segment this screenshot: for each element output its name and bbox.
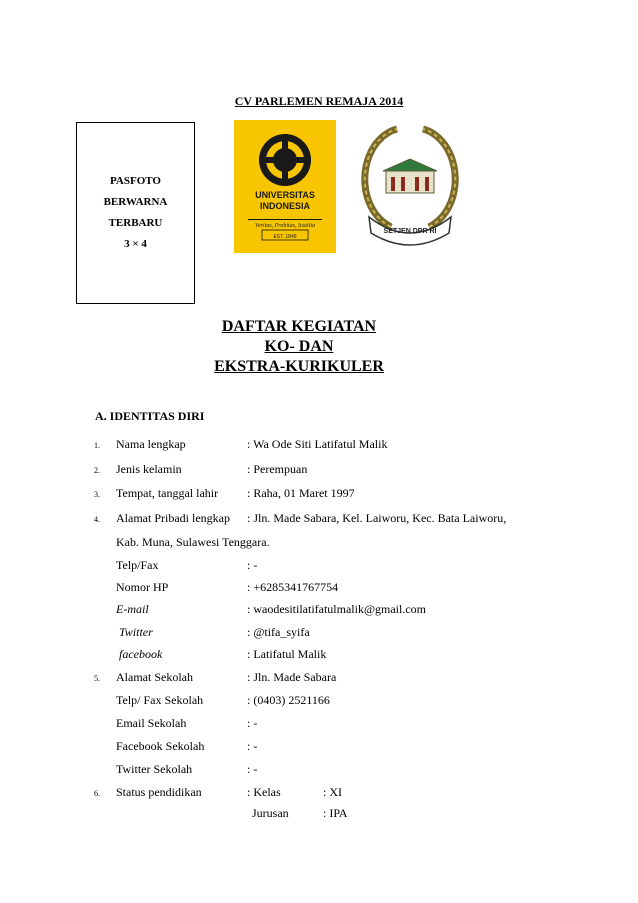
item-label: Kab. Muna, Sulawesi Tenggara. xyxy=(116,535,270,549)
item-label: facebook xyxy=(119,647,163,661)
item-number: 6. xyxy=(94,789,100,798)
item-number: 2. xyxy=(94,466,100,475)
item-value: : waodesitilatifatulmalik@gmail.com xyxy=(247,602,427,616)
item-label: Twitter Sekolah xyxy=(116,762,193,776)
item-value: : - xyxy=(247,558,258,572)
ui-logo-motto: Veritas, Probitas, Iustitia xyxy=(254,223,316,229)
item-value: : Raha, 01 Maret 1997 xyxy=(247,486,355,500)
item-label: Telp/Fax xyxy=(116,558,159,572)
item-value: Jurusan xyxy=(252,806,289,820)
setjen-dpr-emblem xyxy=(353,121,467,248)
item-label: Telp/ Fax Sekolah xyxy=(116,693,204,707)
item-value: : Kelas xyxy=(247,785,281,799)
photo-placeholder-box xyxy=(76,122,195,304)
item-value: : (0403) 2521166 xyxy=(247,693,330,707)
item-label: Alamat Pribadi lengkap xyxy=(116,511,230,525)
item-label: Jenis kelamin xyxy=(116,462,182,476)
item-label: Nama lengkap xyxy=(116,437,186,451)
item-value: : - xyxy=(247,716,258,730)
item-label: Nomor HP xyxy=(116,580,169,594)
ui-logo-line1: UNIVERSITAS xyxy=(255,190,315,200)
section-heading-line: KO- DAN xyxy=(264,338,334,355)
wreath-emblem-icon xyxy=(353,121,467,248)
item-value: : - xyxy=(247,739,258,753)
section-heading-line: EKSTRA-KURIKULER xyxy=(214,358,384,375)
item-number: 4. xyxy=(94,515,100,524)
universitas-indonesia-logo xyxy=(234,120,336,253)
identity-section-title: A. IDENTITAS DIRI xyxy=(95,409,205,423)
item-value: : Jln. Made Sabara xyxy=(247,670,337,684)
item-number: 1. xyxy=(94,441,100,450)
item-sub-value: : IPA xyxy=(323,806,348,820)
photo-label-line: 3 × 4 xyxy=(124,238,147,250)
item-value: : +6285341767754 xyxy=(247,580,339,594)
item-label: Email Sekolah xyxy=(116,716,187,730)
item-value: : Jln. Made Sabara, Kel. Laiworu, Kec. Bata Laiworu, xyxy=(247,511,507,525)
item-sub-value: : XI xyxy=(323,785,342,799)
photo-label-line: TERBARU xyxy=(108,217,163,229)
photo-label-line: PASFOTO xyxy=(110,175,161,187)
item-label: Tempat, tanggal lahir xyxy=(116,486,219,500)
item-label: Facebook Sekolah xyxy=(116,739,205,753)
makara-emblem-icon xyxy=(234,120,336,253)
item-value: : - xyxy=(247,762,258,776)
item-number: 5. xyxy=(94,674,100,683)
document-title: CV PARLEMEN REMAJA 2014 xyxy=(234,94,404,108)
ui-logo-est: EST. 1849 xyxy=(273,234,297,240)
item-label: Twitter xyxy=(119,625,153,639)
item-value: : Wa Ode Siti Latifatul Malik xyxy=(247,437,388,451)
item-value: : Perempuan xyxy=(247,462,308,476)
section-heading-line: DAFTAR KEGIATAN xyxy=(221,318,377,335)
item-value: : Latifatul Malik xyxy=(247,647,327,661)
item-label: E-mail xyxy=(116,602,149,616)
ui-logo-line2: INDONESIA xyxy=(259,201,311,211)
item-label: Status pendidikan xyxy=(116,785,202,799)
item-number: 3. xyxy=(94,490,100,499)
item-value: : @tifa_syifa xyxy=(247,625,310,639)
dpr-ribbon-text: SETJEN DPR RI xyxy=(383,228,437,235)
photo-label-line: BERWARNA xyxy=(103,196,168,208)
item-label: Alamat Sekolah xyxy=(116,670,193,684)
